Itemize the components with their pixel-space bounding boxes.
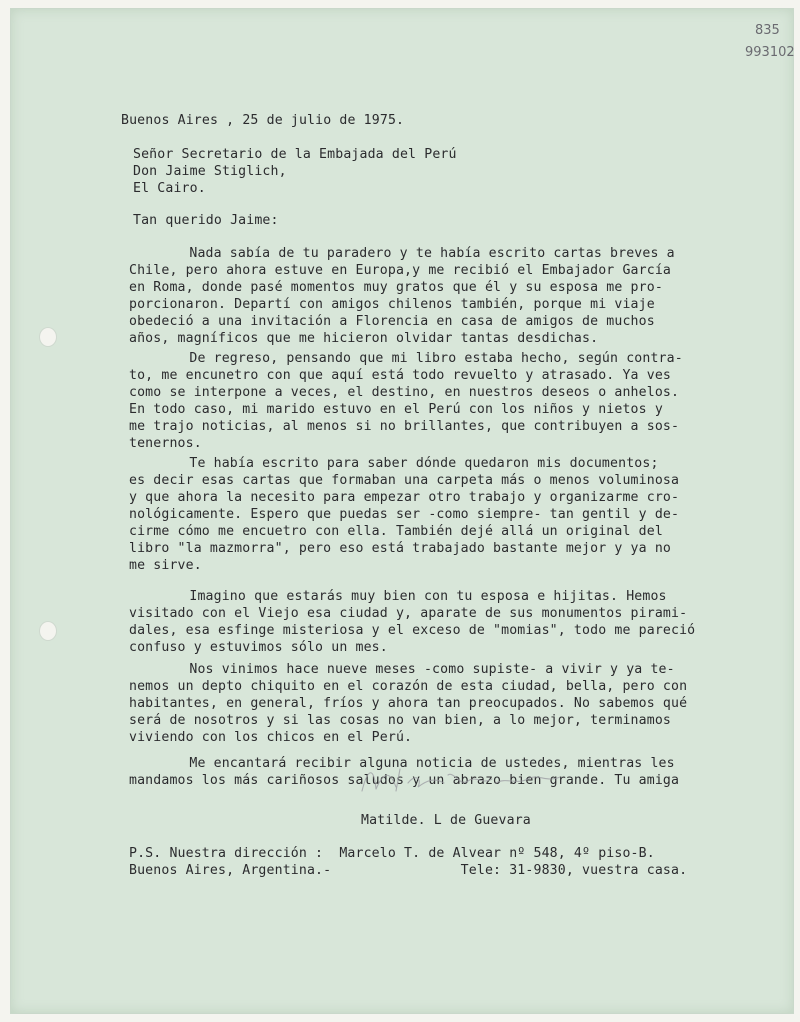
recipient-line: Don Jaime Stiglich, xyxy=(133,164,287,179)
body-line: visitado con el Viejo esa ciudad y, aparate de sus monumentos pirami- xyxy=(129,606,688,621)
letter-page xyxy=(10,8,794,1014)
body-line: como se interpone a veces, el destino, en nuestros deseos o anhelos. xyxy=(129,385,680,400)
body-line: Nos vinimos hace nueve meses -como supiste- a vivir y ya te- xyxy=(157,662,675,677)
letter-date: Buenos Aires , 25 de julio de 1975. xyxy=(121,113,405,128)
body-line: Imagino que estarás muy bien con tu esposa e hijitas. Hemos xyxy=(157,589,667,604)
body-line: Chile, pero ahora estuve en Europa,y me recibió el Embajador García xyxy=(129,263,671,278)
body-line: confuso y estuvimos sólo un mes. xyxy=(129,640,388,655)
punch-hole xyxy=(39,621,57,641)
recipient-line: Señor Secretario de la Embajada del Perú xyxy=(133,147,457,162)
salutation: Tan querido Jaime: xyxy=(133,213,279,228)
recipient-line: El Cairo. xyxy=(133,181,206,196)
body-line: to, me encunetro con que aquí está todo revuelto y atrasado. Ya ves xyxy=(129,368,671,383)
body-line: años, magníficos que me hicieron olvidar tantas desdichas. xyxy=(129,331,599,346)
body-line: y que ahora la necesito para empezar otro trabajo y organizarme cro- xyxy=(129,490,680,505)
body-line: habitantes, en general, fríos y ahora tan preocupados. No sabemos qué xyxy=(129,696,688,711)
body-line: Me encantará recibir alguna noticia de ustedes, mientras les xyxy=(157,756,675,771)
postscript-line: P.S. Nuestra dirección : Marcelo T. de Alvear nº 548, 4º piso-B. xyxy=(129,846,655,861)
body-line: cirme cómo me encuetro con ella. También dejé allá un original del xyxy=(129,524,663,539)
body-line: De regreso, pensando que mi libro estaba hecho, según contra- xyxy=(157,351,683,366)
body-line: obedeció a una invitación a Florencia en casa de amigos de muchos xyxy=(129,314,655,329)
body-line: es decir esas cartas que formaban una carpeta más o menos voluminosa xyxy=(129,473,680,488)
signature-name: Matilde. L de Guevara xyxy=(361,813,531,828)
body-line: mandamos los más cariñosos saludos y un abrazo bien grande. Tu amiga xyxy=(129,773,680,788)
body-line: Te había escrito para saber dónde quedaron mis documentos; xyxy=(157,456,659,471)
body-line: En todo caso, mi marido estuvo en el Perú con los niños y nietos y xyxy=(129,402,663,417)
body-line: dales, esa esfinge misteriosa y el exceso de "momias", todo me pareció xyxy=(129,623,696,638)
punch-hole xyxy=(39,327,57,347)
body-line: tenernos. xyxy=(129,436,202,451)
body-line: nemos un depto chiquito en el corazón de esta ciudad, bella, pero con xyxy=(129,679,688,694)
archive-number-top: 835 xyxy=(755,23,780,38)
body-line: Nada sabía de tu paradero y te había escrito cartas breves a xyxy=(157,246,675,261)
archive-number-bottom: 993102 xyxy=(745,45,795,60)
body-line: libro "la mazmorra", pero eso está trabajado bastante mejor y ya no xyxy=(129,541,671,556)
body-line: nológicamente. Espero que puedas ser -como siempre- tan gentil y de- xyxy=(129,507,680,522)
body-line: en Roma, donde pasé momentos muy gratos que él y su esposa me pro- xyxy=(129,280,663,295)
body-line: me trajo noticias, al menos si no brillantes, que contribuyen a sos- xyxy=(129,419,680,434)
body-line: porcionaron. Departí con amigos chilenos también, porque mi viaje xyxy=(129,297,655,312)
body-line: viviendo con los chicos en el Perú. xyxy=(129,730,413,745)
body-line: será de nosotros y si las cosas no van bien, a lo mejor, terminamos xyxy=(129,713,671,728)
postscript-line: Buenos Aires, Argentina.- Tele: 31-9830, vuestra casa. xyxy=(129,863,688,878)
body-line: me sirve. xyxy=(129,558,202,573)
handwritten-signature xyxy=(356,761,576,797)
